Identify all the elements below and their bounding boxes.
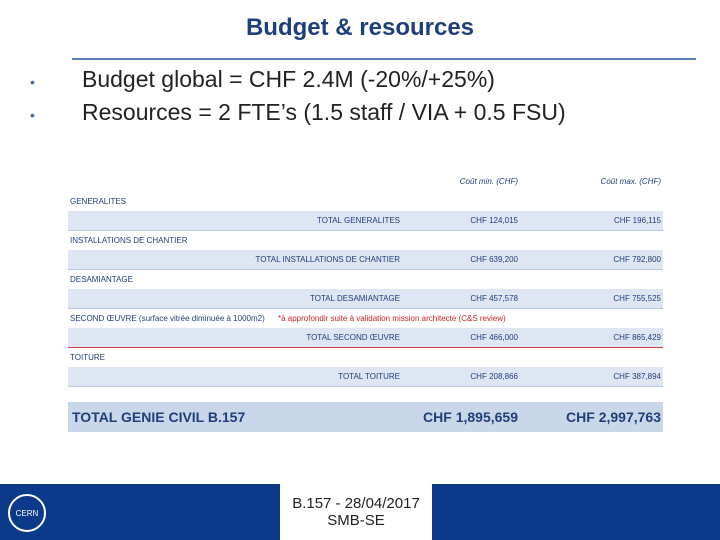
table-row (68, 250, 663, 270)
total-label: TOTAL GENERALITES (317, 216, 400, 225)
cern-logo-icon: CERN (8, 494, 46, 532)
footer-caption (280, 484, 432, 540)
max-cost: CHF 792,800 (613, 255, 661, 264)
table-row (68, 231, 663, 250)
section-name: GENERALITES (70, 197, 127, 206)
total-label: TOTAL TOITURE (338, 372, 400, 381)
table-row (68, 289, 663, 309)
bullet-item (30, 99, 710, 127)
table-row (68, 367, 663, 387)
table-row (68, 348, 663, 367)
min-cost: CHF 208,866 (470, 372, 518, 381)
footer-line-1: B.157 - 28/04/2017 (292, 495, 420, 512)
table-row (68, 192, 663, 211)
min-cost: CHF 466,000 (470, 333, 518, 342)
max-cost: CHF 865,429 (613, 333, 661, 342)
min-cost: CHF 457,578 (470, 294, 518, 303)
bullet-text: Budget global = CHF 2.4M (-20%/+25%) (82, 66, 495, 92)
table-row (68, 211, 663, 231)
max-cost: CHF 755,525 (613, 294, 661, 303)
bullet-text: Resources = 2 FTE’s (1.5 staff / VIA + 0.5 FSU) (82, 99, 566, 125)
max-cost: CHF 387,894 (613, 372, 661, 381)
table-row (68, 328, 663, 348)
section-note: *à approfondir suite à validation mission architecte (C&S review) (278, 314, 506, 323)
col-min-header: Coût min. (CHF) (459, 177, 518, 186)
slide-title: Budget & resources (245, 14, 475, 41)
grand-total-row (68, 402, 663, 432)
col-max-header: Coût max. (CHF) (600, 177, 661, 186)
grand-total-label: TOTAL GENIE CIVIL B.157 (72, 409, 246, 425)
total-label: TOTAL SECOND ŒUVRE (306, 333, 400, 342)
bullet-dot-icon: • (30, 107, 35, 123)
bullet-item (30, 66, 710, 94)
section-name: SECOND ŒUVRE (surface vitrée diminuée à 1000m2) (70, 314, 265, 323)
min-cost: CHF 639,200 (470, 255, 518, 264)
title-divider (72, 58, 696, 60)
total-label: TOTAL INSTALLATIONS DE CHANTIER (255, 255, 400, 264)
table-row (68, 270, 663, 289)
budget-table (68, 170, 663, 387)
grand-total-min: CHF 1,895,659 (423, 409, 518, 425)
bullet-list (30, 66, 710, 132)
section-name: TOITURE (70, 353, 105, 362)
max-cost: CHF 196,115 (614, 216, 661, 225)
section-name: INSTALLATIONS DE CHANTIER (70, 236, 188, 245)
total-label: TOTAL DESAMIANTAGE (310, 294, 400, 303)
table-header (68, 170, 663, 192)
min-cost: CHF 124,015 (470, 216, 518, 225)
footer-line-2: SMB-SE (327, 512, 385, 529)
section-name: DESAMIANTAGE (70, 275, 133, 284)
grand-total-max: CHF 2,997,763 (566, 409, 661, 425)
bullet-dot-icon: • (30, 74, 35, 90)
table-row (68, 309, 663, 328)
